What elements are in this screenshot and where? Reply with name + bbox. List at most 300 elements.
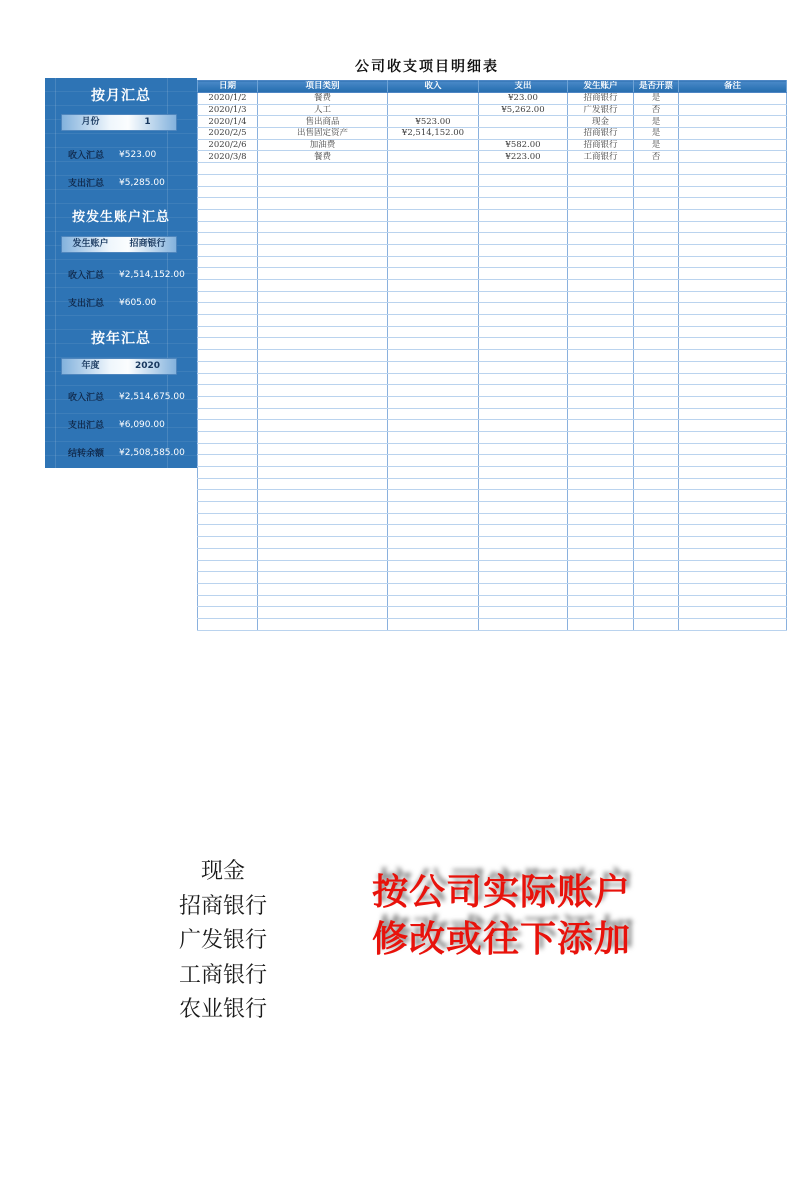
table-cell[interactable] bbox=[388, 572, 479, 584]
table-cell[interactable] bbox=[634, 513, 679, 525]
table-cell[interactable] bbox=[679, 338, 787, 350]
table-cell[interactable] bbox=[679, 128, 787, 140]
table-cell[interactable] bbox=[258, 525, 388, 537]
table-cell[interactable] bbox=[679, 233, 787, 245]
table-cell[interactable] bbox=[479, 221, 568, 233]
table-cell[interactable] bbox=[634, 478, 679, 490]
table-cell[interactable] bbox=[479, 420, 568, 432]
table-cell[interactable] bbox=[679, 583, 787, 595]
table-cell[interactable]: 餐费 bbox=[258, 93, 388, 105]
table-cell[interactable] bbox=[568, 548, 634, 560]
table-cell[interactable] bbox=[388, 315, 479, 327]
table-cell[interactable] bbox=[388, 455, 479, 467]
table-cell[interactable]: ¥23.00 bbox=[479, 93, 568, 105]
table-cell[interactable] bbox=[634, 490, 679, 502]
table-cell[interactable] bbox=[388, 326, 479, 338]
table-cell[interactable] bbox=[388, 163, 479, 175]
table-cell[interactable]: 2020/2/5 bbox=[198, 128, 258, 140]
table-cell[interactable] bbox=[198, 572, 258, 584]
table-cell[interactable] bbox=[258, 607, 388, 619]
table-cell[interactable] bbox=[679, 537, 787, 549]
table-cell[interactable] bbox=[479, 326, 568, 338]
table-cell[interactable]: 是 bbox=[634, 116, 679, 128]
table-cell[interactable] bbox=[388, 467, 479, 479]
table-cell[interactable] bbox=[258, 244, 388, 256]
table-cell[interactable] bbox=[388, 174, 479, 186]
table-cell[interactable] bbox=[479, 572, 568, 584]
table-cell[interactable] bbox=[198, 490, 258, 502]
table-cell[interactable] bbox=[634, 408, 679, 420]
table-cell[interactable] bbox=[634, 560, 679, 572]
table-cell[interactable] bbox=[679, 350, 787, 362]
table-cell[interactable] bbox=[198, 303, 258, 315]
table-cell[interactable] bbox=[568, 431, 634, 443]
table-cell[interactable] bbox=[479, 338, 568, 350]
table-cell[interactable] bbox=[198, 396, 258, 408]
table-cell[interactable] bbox=[479, 163, 568, 175]
table-cell[interactable] bbox=[198, 256, 258, 268]
table-cell[interactable] bbox=[679, 221, 787, 233]
table-cell[interactable] bbox=[634, 396, 679, 408]
table-cell[interactable] bbox=[388, 233, 479, 245]
column-header[interactable]: 备注 bbox=[679, 81, 787, 93]
table-cell[interactable] bbox=[679, 104, 787, 116]
table-cell[interactable] bbox=[479, 455, 568, 467]
table-cell[interactable] bbox=[479, 607, 568, 619]
table-cell[interactable] bbox=[198, 431, 258, 443]
table-cell[interactable] bbox=[479, 256, 568, 268]
table-cell[interactable] bbox=[634, 455, 679, 467]
table-cell[interactable] bbox=[388, 560, 479, 572]
table-cell[interactable] bbox=[198, 338, 258, 350]
table-cell[interactable] bbox=[568, 490, 634, 502]
table-cell[interactable] bbox=[258, 455, 388, 467]
table-cell[interactable] bbox=[198, 548, 258, 560]
table-cell[interactable] bbox=[258, 467, 388, 479]
table-cell[interactable] bbox=[388, 607, 479, 619]
table-cell[interactable] bbox=[388, 373, 479, 385]
table-cell[interactable] bbox=[198, 163, 258, 175]
table-cell[interactable] bbox=[679, 198, 787, 210]
table-cell[interactable] bbox=[479, 560, 568, 572]
table-cell[interactable]: ¥2,514,152.00 bbox=[388, 128, 479, 140]
table-cell[interactable] bbox=[258, 350, 388, 362]
table-cell[interactable] bbox=[568, 338, 634, 350]
table-cell[interactable] bbox=[679, 443, 787, 455]
table-cell[interactable] bbox=[258, 443, 388, 455]
table-cell[interactable] bbox=[679, 209, 787, 221]
table-cell[interactable] bbox=[568, 163, 634, 175]
table-cell[interactable] bbox=[258, 408, 388, 420]
table-cell[interactable] bbox=[198, 420, 258, 432]
table-cell[interactable] bbox=[388, 151, 479, 163]
table-cell[interactable] bbox=[258, 513, 388, 525]
table-cell[interactable] bbox=[568, 385, 634, 397]
table-cell[interactable] bbox=[198, 595, 258, 607]
table-cell[interactable] bbox=[479, 408, 568, 420]
table-cell[interactable] bbox=[198, 233, 258, 245]
table-cell[interactable] bbox=[258, 174, 388, 186]
table-cell[interactable] bbox=[388, 186, 479, 198]
table-cell[interactable] bbox=[679, 607, 787, 619]
table-cell[interactable]: 是 bbox=[634, 139, 679, 151]
table-cell[interactable] bbox=[258, 163, 388, 175]
table-cell[interactable] bbox=[479, 548, 568, 560]
table-cell[interactable] bbox=[679, 256, 787, 268]
table-cell[interactable]: 招商银行 bbox=[568, 93, 634, 105]
table-cell[interactable]: ¥582.00 bbox=[479, 139, 568, 151]
table-cell[interactable] bbox=[634, 350, 679, 362]
table-cell[interactable] bbox=[198, 198, 258, 210]
table-cell[interactable] bbox=[568, 560, 634, 572]
table-cell[interactable] bbox=[198, 291, 258, 303]
table-cell[interactable] bbox=[258, 385, 388, 397]
table-cell[interactable] bbox=[198, 525, 258, 537]
table-cell[interactable] bbox=[388, 361, 479, 373]
table-cell[interactable] bbox=[479, 396, 568, 408]
table-cell[interactable] bbox=[634, 326, 679, 338]
table-cell[interactable] bbox=[568, 291, 634, 303]
table-cell[interactable] bbox=[388, 338, 479, 350]
table-cell[interactable] bbox=[479, 502, 568, 514]
table-cell[interactable] bbox=[679, 151, 787, 163]
table-cell[interactable] bbox=[479, 174, 568, 186]
table-cell[interactable] bbox=[479, 186, 568, 198]
table-cell[interactable]: 招商银行 bbox=[568, 128, 634, 140]
table-cell[interactable] bbox=[479, 537, 568, 549]
table-cell[interactable] bbox=[258, 303, 388, 315]
table-cell[interactable] bbox=[258, 361, 388, 373]
table-cell[interactable] bbox=[479, 373, 568, 385]
month-param-cell[interactable] bbox=[61, 114, 177, 131]
table-cell[interactable] bbox=[258, 595, 388, 607]
table-cell[interactable] bbox=[634, 385, 679, 397]
table-cell[interactable] bbox=[479, 315, 568, 327]
table-cell[interactable]: 否 bbox=[634, 151, 679, 163]
table-cell[interactable] bbox=[258, 560, 388, 572]
table-cell[interactable] bbox=[634, 525, 679, 537]
table-cell[interactable] bbox=[634, 280, 679, 292]
table-cell[interactable] bbox=[198, 443, 258, 455]
table-cell[interactable]: 2020/2/6 bbox=[198, 139, 258, 151]
table-cell[interactable] bbox=[679, 478, 787, 490]
table-cell[interactable] bbox=[198, 560, 258, 572]
table-cell[interactable] bbox=[198, 467, 258, 479]
table-cell[interactable] bbox=[388, 478, 479, 490]
table-cell[interactable] bbox=[679, 385, 787, 397]
table-cell[interactable] bbox=[479, 280, 568, 292]
table-cell[interactable] bbox=[568, 537, 634, 549]
table-cell[interactable] bbox=[679, 396, 787, 408]
table-cell[interactable] bbox=[679, 326, 787, 338]
table-cell[interactable] bbox=[568, 221, 634, 233]
table-cell[interactable] bbox=[388, 268, 479, 280]
table-cell[interactable] bbox=[258, 502, 388, 514]
table-cell[interactable] bbox=[479, 116, 568, 128]
table-cell[interactable] bbox=[198, 502, 258, 514]
table-cell[interactable] bbox=[634, 431, 679, 443]
table-cell[interactable] bbox=[634, 361, 679, 373]
table-cell[interactable] bbox=[568, 373, 634, 385]
table-cell[interactable] bbox=[634, 198, 679, 210]
table-cell[interactable] bbox=[634, 537, 679, 549]
month-param-value[interactable]: 1 bbox=[144, 117, 151, 127]
table-cell[interactable] bbox=[198, 373, 258, 385]
table-cell[interactable] bbox=[258, 572, 388, 584]
table-cell[interactable] bbox=[388, 280, 479, 292]
column-header[interactable]: 支出 bbox=[479, 81, 568, 93]
table-cell[interactable] bbox=[198, 583, 258, 595]
table-cell[interactable] bbox=[388, 291, 479, 303]
table-cell[interactable] bbox=[679, 315, 787, 327]
table-cell[interactable] bbox=[568, 315, 634, 327]
table-cell[interactable] bbox=[198, 350, 258, 362]
table-cell[interactable] bbox=[198, 186, 258, 198]
table-cell[interactable] bbox=[634, 572, 679, 584]
table-cell[interactable]: 是 bbox=[634, 93, 679, 105]
table-cell[interactable]: 餐费 bbox=[258, 151, 388, 163]
table-cell[interactable] bbox=[388, 221, 479, 233]
table-cell[interactable] bbox=[388, 396, 479, 408]
table-cell[interactable] bbox=[679, 268, 787, 280]
table-cell[interactable] bbox=[198, 244, 258, 256]
table-cell[interactable] bbox=[568, 572, 634, 584]
table-cell[interactable] bbox=[679, 502, 787, 514]
table-cell[interactable] bbox=[198, 221, 258, 233]
table-cell[interactable] bbox=[479, 525, 568, 537]
table-cell[interactable] bbox=[679, 560, 787, 572]
table-cell[interactable] bbox=[568, 467, 634, 479]
table-cell[interactable] bbox=[198, 455, 258, 467]
table-cell[interactable] bbox=[479, 443, 568, 455]
table-cell[interactable] bbox=[388, 537, 479, 549]
table-cell[interactable] bbox=[634, 607, 679, 619]
table-cell[interactable] bbox=[634, 209, 679, 221]
table-cell[interactable] bbox=[198, 607, 258, 619]
table-cell[interactable] bbox=[258, 338, 388, 350]
table-cell[interactable]: 否 bbox=[634, 104, 679, 116]
table-cell[interactable] bbox=[568, 525, 634, 537]
table-cell[interactable] bbox=[568, 186, 634, 198]
table-cell[interactable] bbox=[679, 455, 787, 467]
table-cell[interactable] bbox=[388, 490, 479, 502]
table-cell[interactable] bbox=[479, 595, 568, 607]
table-cell[interactable] bbox=[679, 595, 787, 607]
table-cell[interactable] bbox=[258, 583, 388, 595]
table-cell[interactable] bbox=[388, 431, 479, 443]
table-cell[interactable] bbox=[479, 268, 568, 280]
table-cell[interactable] bbox=[258, 268, 388, 280]
table-cell[interactable] bbox=[679, 467, 787, 479]
table-cell[interactable] bbox=[258, 233, 388, 245]
table-cell[interactable] bbox=[388, 104, 479, 116]
table-cell[interactable] bbox=[568, 209, 634, 221]
table-cell[interactable] bbox=[388, 595, 479, 607]
table-cell[interactable] bbox=[568, 618, 634, 630]
table-cell[interactable] bbox=[679, 572, 787, 584]
table-cell[interactable] bbox=[634, 315, 679, 327]
table-cell[interactable] bbox=[388, 502, 479, 514]
table-cell[interactable]: 工商银行 bbox=[568, 151, 634, 163]
table-cell[interactable] bbox=[479, 209, 568, 221]
table-cell[interactable] bbox=[634, 443, 679, 455]
table-cell[interactable] bbox=[479, 583, 568, 595]
table-cell[interactable]: 广发银行 bbox=[568, 104, 634, 116]
table-cell[interactable] bbox=[634, 233, 679, 245]
table-cell[interactable] bbox=[388, 350, 479, 362]
table-cell[interactable] bbox=[388, 244, 479, 256]
table-cell[interactable] bbox=[679, 431, 787, 443]
table-cell[interactable]: 2020/1/3 bbox=[198, 104, 258, 116]
table-cell[interactable] bbox=[198, 537, 258, 549]
table-cell[interactable] bbox=[198, 361, 258, 373]
table-cell[interactable] bbox=[258, 315, 388, 327]
table-cell[interactable] bbox=[388, 548, 479, 560]
table-cell[interactable] bbox=[568, 396, 634, 408]
table-cell[interactable] bbox=[568, 455, 634, 467]
table-cell[interactable] bbox=[634, 420, 679, 432]
table-cell[interactable] bbox=[634, 268, 679, 280]
table-cell[interactable] bbox=[568, 443, 634, 455]
table-cell[interactable] bbox=[568, 174, 634, 186]
table-cell[interactable] bbox=[198, 174, 258, 186]
table-cell[interactable] bbox=[568, 607, 634, 619]
table-cell[interactable]: 2020/3/8 bbox=[198, 151, 258, 163]
table-cell[interactable]: 人工 bbox=[258, 104, 388, 116]
table-cell[interactable]: 加油费 bbox=[258, 139, 388, 151]
table-cell[interactable] bbox=[198, 478, 258, 490]
table-cell[interactable] bbox=[479, 128, 568, 140]
column-header[interactable]: 日期 bbox=[198, 81, 258, 93]
account-param-cell[interactable] bbox=[61, 236, 177, 253]
table-cell[interactable] bbox=[679, 93, 787, 105]
table-cell[interactable] bbox=[568, 408, 634, 420]
table-cell[interactable] bbox=[679, 186, 787, 198]
table-cell[interactable] bbox=[634, 174, 679, 186]
table-cell[interactable] bbox=[679, 513, 787, 525]
table-cell[interactable] bbox=[568, 244, 634, 256]
table-cell[interactable] bbox=[479, 198, 568, 210]
table-cell[interactable] bbox=[568, 361, 634, 373]
table-cell[interactable] bbox=[679, 280, 787, 292]
table-cell[interactable] bbox=[568, 513, 634, 525]
table-cell[interactable] bbox=[568, 256, 634, 268]
table-cell[interactable] bbox=[258, 431, 388, 443]
table-cell[interactable]: 2020/1/2 bbox=[198, 93, 258, 105]
table-cell[interactable] bbox=[568, 233, 634, 245]
table-cell[interactable] bbox=[634, 548, 679, 560]
table-cell[interactable] bbox=[388, 583, 479, 595]
year-param-value[interactable]: 2020 bbox=[134, 361, 161, 371]
table-cell[interactable] bbox=[388, 385, 479, 397]
table-cell[interactable] bbox=[258, 291, 388, 303]
column-header[interactable]: 发生账户 bbox=[568, 81, 634, 93]
table-cell[interactable] bbox=[258, 548, 388, 560]
table-cell[interactable] bbox=[258, 209, 388, 221]
table-cell[interactable] bbox=[388, 525, 479, 537]
table-cell[interactable] bbox=[679, 163, 787, 175]
table-cell[interactable] bbox=[679, 548, 787, 560]
table-cell[interactable] bbox=[634, 338, 679, 350]
table-cell[interactable] bbox=[568, 583, 634, 595]
table-cell[interactable] bbox=[679, 420, 787, 432]
table-cell[interactable] bbox=[388, 256, 479, 268]
table-cell[interactable] bbox=[258, 490, 388, 502]
table-cell[interactable]: 2020/1/4 bbox=[198, 116, 258, 128]
table-cell[interactable] bbox=[479, 303, 568, 315]
table-cell[interactable] bbox=[258, 478, 388, 490]
table-cell[interactable] bbox=[634, 595, 679, 607]
table-cell[interactable]: ¥223.00 bbox=[479, 151, 568, 163]
table-cell[interactable] bbox=[634, 583, 679, 595]
table-cell[interactable] bbox=[479, 618, 568, 630]
table-cell[interactable] bbox=[258, 186, 388, 198]
table-cell[interactable] bbox=[679, 291, 787, 303]
table-cell[interactable] bbox=[258, 396, 388, 408]
table-cell[interactable] bbox=[258, 280, 388, 292]
table-cell[interactable] bbox=[479, 244, 568, 256]
column-header[interactable]: 收入 bbox=[388, 81, 479, 93]
table-cell[interactable] bbox=[258, 198, 388, 210]
table-cell[interactable] bbox=[198, 326, 258, 338]
account-param-value[interactable]: 招商银行 bbox=[129, 239, 166, 249]
table-cell[interactable] bbox=[388, 139, 479, 151]
table-cell[interactable] bbox=[634, 291, 679, 303]
table-cell[interactable]: 现金 bbox=[568, 116, 634, 128]
table-cell[interactable] bbox=[634, 303, 679, 315]
table-cell[interactable] bbox=[258, 373, 388, 385]
table-cell[interactable]: ¥523.00 bbox=[388, 116, 479, 128]
table-cell[interactable] bbox=[634, 502, 679, 514]
table-cell[interactable] bbox=[634, 163, 679, 175]
table-cell[interactable] bbox=[679, 618, 787, 630]
table-cell[interactable] bbox=[679, 244, 787, 256]
column-header[interactable]: 是否开票 bbox=[634, 81, 679, 93]
table-cell[interactable] bbox=[258, 537, 388, 549]
table-cell[interactable] bbox=[479, 431, 568, 443]
table-cell[interactable] bbox=[258, 420, 388, 432]
table-cell[interactable] bbox=[479, 291, 568, 303]
table-cell[interactable] bbox=[388, 303, 479, 315]
table-cell[interactable] bbox=[568, 502, 634, 514]
table-cell[interactable] bbox=[198, 280, 258, 292]
table-cell[interactable] bbox=[388, 420, 479, 432]
table-cell[interactable] bbox=[388, 198, 479, 210]
table-cell[interactable] bbox=[679, 174, 787, 186]
table-cell[interactable] bbox=[568, 595, 634, 607]
table-cell[interactable] bbox=[198, 268, 258, 280]
table-cell[interactable] bbox=[568, 303, 634, 315]
table-cell[interactable] bbox=[198, 618, 258, 630]
table-cell[interactable] bbox=[479, 385, 568, 397]
table-cell[interactable] bbox=[388, 93, 479, 105]
table-cell[interactable] bbox=[479, 467, 568, 479]
table-cell[interactable]: 售出商品 bbox=[258, 116, 388, 128]
table-cell[interactable] bbox=[634, 373, 679, 385]
table-cell[interactable] bbox=[679, 139, 787, 151]
table-cell[interactable] bbox=[198, 385, 258, 397]
table-cell[interactable] bbox=[634, 221, 679, 233]
table-cell[interactable] bbox=[679, 361, 787, 373]
table-cell[interactable] bbox=[679, 408, 787, 420]
table-cell[interactable] bbox=[634, 467, 679, 479]
table-cell[interactable] bbox=[479, 513, 568, 525]
table-cell[interactable] bbox=[568, 478, 634, 490]
table-cell[interactable] bbox=[568, 326, 634, 338]
table-cell[interactable] bbox=[568, 350, 634, 362]
column-header[interactable]: 项目类别 bbox=[258, 81, 388, 93]
table-cell[interactable] bbox=[479, 478, 568, 490]
